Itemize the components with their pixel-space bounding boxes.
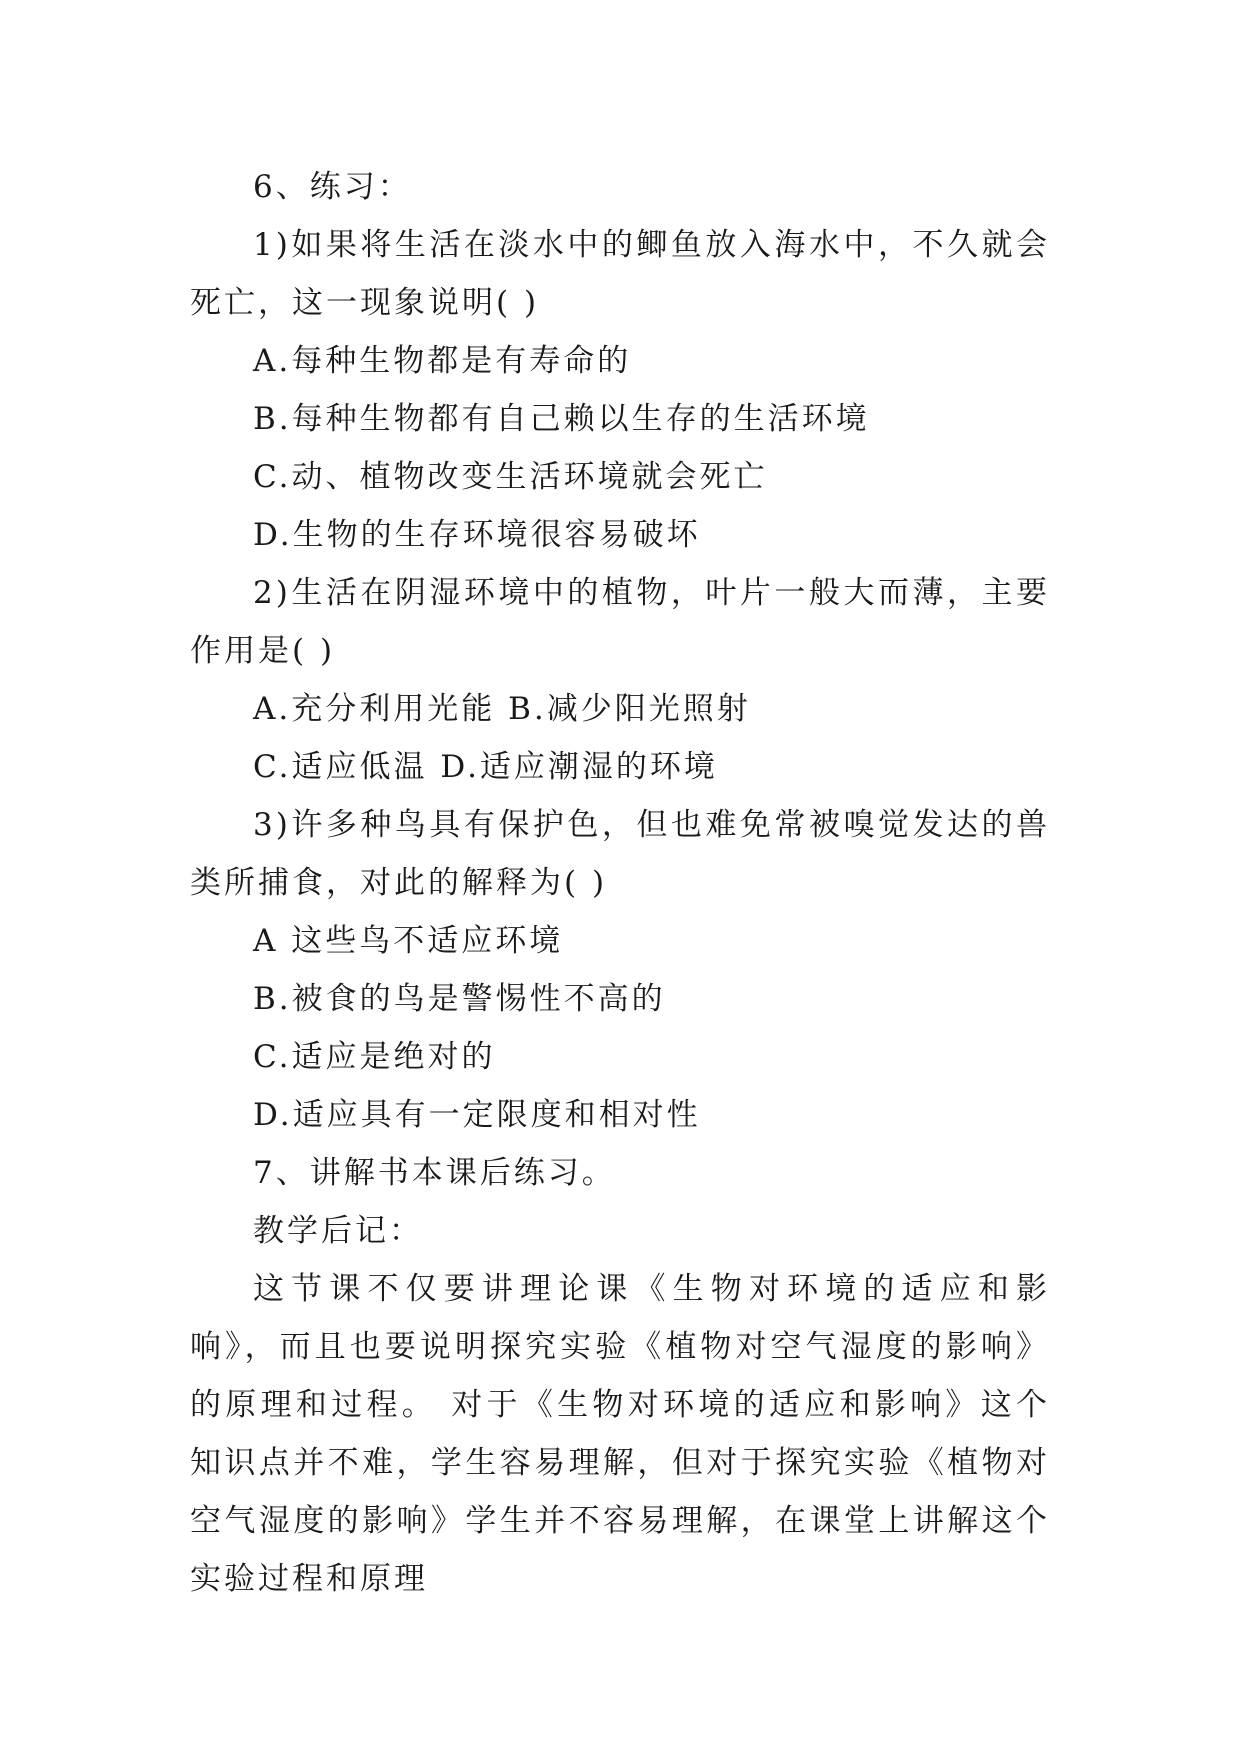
section-heading-teaching-notes: 教学后记： <box>253 1213 423 1249</box>
question-3: 3)许多种鸟具有保护色，但也难免常被嗅觉发达的兽类所捕食，对此的解释为( ) <box>190 807 1050 901</box>
question-2-options-cd: C.适应低温 D.适应潮湿的环境 <box>253 749 718 785</box>
question-1-option-c: C.动、植物改变生活环境就会死亡 <box>253 459 768 495</box>
question-3-option-d: D.适应具有一定限度和相对性 <box>253 1097 701 1133</box>
question-1-option-d: D.生物的生存环境很容易破坏 <box>253 517 701 553</box>
section-heading-practice: 6、练习： <box>253 169 412 205</box>
section-heading-textbook-exercises: 7、讲解书本课后练习。 <box>253 1155 616 1191</box>
question-3-option-c: C.适应是绝对的 <box>253 1039 496 1075</box>
question-2-options-ab: A.充分利用光能 B.减少阳光照射 <box>253 691 751 727</box>
teaching-notes-paragraph: 这节课不仅要讲理论课《生物对环境的适应和影响》，而且也要说明探究实验《植物对空气湿度的影响》的原理和过程。 对于《生物对环境的适应和影响》这个知识点并不难，学生容易理解，但对于探究实验《植物对空气湿度的影响》学生并不容易理解，在课堂上讲解这个实验过程和原理 <box>190 1271 1050 1597</box>
question-3-option-b: B.被食的鸟是警惕性不高的 <box>253 981 666 1017</box>
question-2: 2)生活在阴湿环境中的植物，叶片一般大而薄，主要作用是( ) <box>190 575 1050 669</box>
question-1-option-b: B.每种生物都有自己赖以生存的生活环境 <box>253 401 870 437</box>
question-1-option-a: A.每种生物都是有寿命的 <box>253 343 632 379</box>
document-body <box>190 158 1050 1608</box>
question-3-option-a: A 这些鸟不适应环境 <box>253 923 564 959</box>
question-1: 1)如果将生活在淡水中的鲫鱼放入海水中，不久就会死亡，这一现象说明( ) <box>190 227 1050 321</box>
